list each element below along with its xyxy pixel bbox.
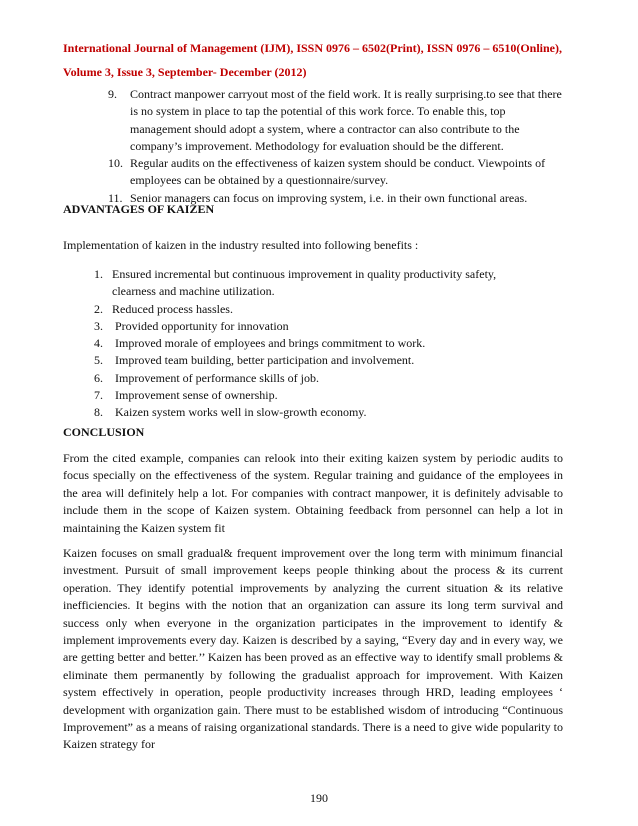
list-item bbox=[94, 318, 534, 335]
list-item bbox=[94, 301, 534, 318]
list-item-text: Provided opportunity for innovation bbox=[115, 318, 289, 333]
list-item-text: Contract manpower carryout most of the field work. It is really surprising.to see that there is no system in place to tap the potential of this work force. To enable this, top management should adopt a system, where a contractor can also contribute to the company’s improvement. Methodology for evaluation should be the different. bbox=[130, 87, 562, 153]
list-item bbox=[94, 266, 534, 301]
list-item-number: 1. bbox=[94, 267, 103, 281]
list-item-number: 3. bbox=[94, 318, 103, 333]
journal-header-line1: International Journal of Management (IJM), ISSN 0976 – 6502(Print), ISSN 0976 – 6510(Online), bbox=[63, 41, 563, 55]
list-item-number: 9. bbox=[108, 87, 117, 101]
continued-list bbox=[108, 86, 563, 207]
journal-header-line2: Volume 3, Issue 3, September- December (2012) bbox=[63, 65, 307, 79]
list-item-text: Kaizen system works well in slow-growth economy. bbox=[115, 405, 367, 420]
page-number: 190 bbox=[310, 791, 328, 805]
list-item bbox=[94, 335, 534, 352]
list-item bbox=[94, 370, 534, 387]
list-item-number: 11. bbox=[108, 190, 123, 205]
list-item-text: Improved team building, better participation and involvement. bbox=[115, 353, 415, 368]
list-item-text: Improvement sense of ownership. bbox=[115, 388, 278, 403]
list-item bbox=[94, 352, 534, 369]
conclusion-paragraph-2: Kaizen focuses on small gradual& frequent improvement over the long term with minimum financial investment. Pursuit of small improvement keeps people thinking about the process & its current operation. They identify potential improvements by analyzing the current situation & its relative inefficiencies. It begins with the notion that an organization can assure its long term survival and success only when everyone in the organization participates in the improvement to identify & implement improvements every day. Kaizen is described by a saying, “Every day and in every way, we are getting better and better.’’ Kaizen has been proved as an effective way to identify small problems & eliminate them permanently by following the gradualist approach for improvement. With Kaizen system effectively in operation, people productivity increases through HRD, leading employees ‘ development with organization gain. There must to be established wisdom of introducing “Continuous Improvement” as a means of raising organizational standards. There is a need to give wide popularity to Kaizen strategy for bbox=[63, 546, 563, 752]
advantages-list bbox=[94, 266, 534, 422]
list-item bbox=[94, 387, 534, 404]
list-item-text: Regular audits on the effectiveness of kaizen system should be conduct. Viewpoints of employees can be obtained by a questionnaire/survey. bbox=[130, 156, 546, 188]
list-item-number: 7. bbox=[94, 388, 103, 403]
list-item-number: 10. bbox=[108, 156, 123, 171]
conclusion-heading: CONCLUSION bbox=[63, 425, 145, 439]
list-item-text: Improvement of performance skills of job. bbox=[115, 370, 319, 385]
list-item-text: Reduced process hassles. bbox=[112, 301, 233, 316]
list-item-number: 6. bbox=[94, 370, 103, 385]
list-item-text: Senior managers can focus on improving system, i.e. in their own functional areas. bbox=[130, 190, 528, 205]
list-item-number: 8. bbox=[94, 405, 103, 420]
list-item-number: 4. bbox=[94, 336, 103, 351]
list-item bbox=[108, 155, 563, 190]
list-item-number: 5. bbox=[94, 353, 103, 368]
journal-header bbox=[63, 36, 583, 84]
advantages-intro: Implementation of kaizen in the industry resulted into following benefits : bbox=[63, 238, 419, 252]
list-item-number: 2. bbox=[94, 301, 103, 316]
list-item bbox=[108, 86, 563, 155]
list-item-text: Ensured incremental but continuous improvement in quality productivity safety, clearness and machine utilization. bbox=[112, 267, 497, 299]
list-item-text: Improved morale of employees and brings commitment to work. bbox=[115, 336, 426, 351]
list-item bbox=[94, 404, 534, 421]
conclusion-paragraph-1: From the cited example, companies can relook into their exiting kaizen system by periodic audits to focus specially on the effectiveness of the system. Regular training and guidance of the employees in the area will definitely help a lot. For companies with contract manpower, it is definitely advisable to include them in the scope of Kaizen system. Obtaining feedback from personnel can help a lot in maintaining the Kaizen system fit bbox=[63, 451, 563, 535]
advantages-heading: ADVANTAGES OF KAIZEN bbox=[63, 202, 215, 216]
